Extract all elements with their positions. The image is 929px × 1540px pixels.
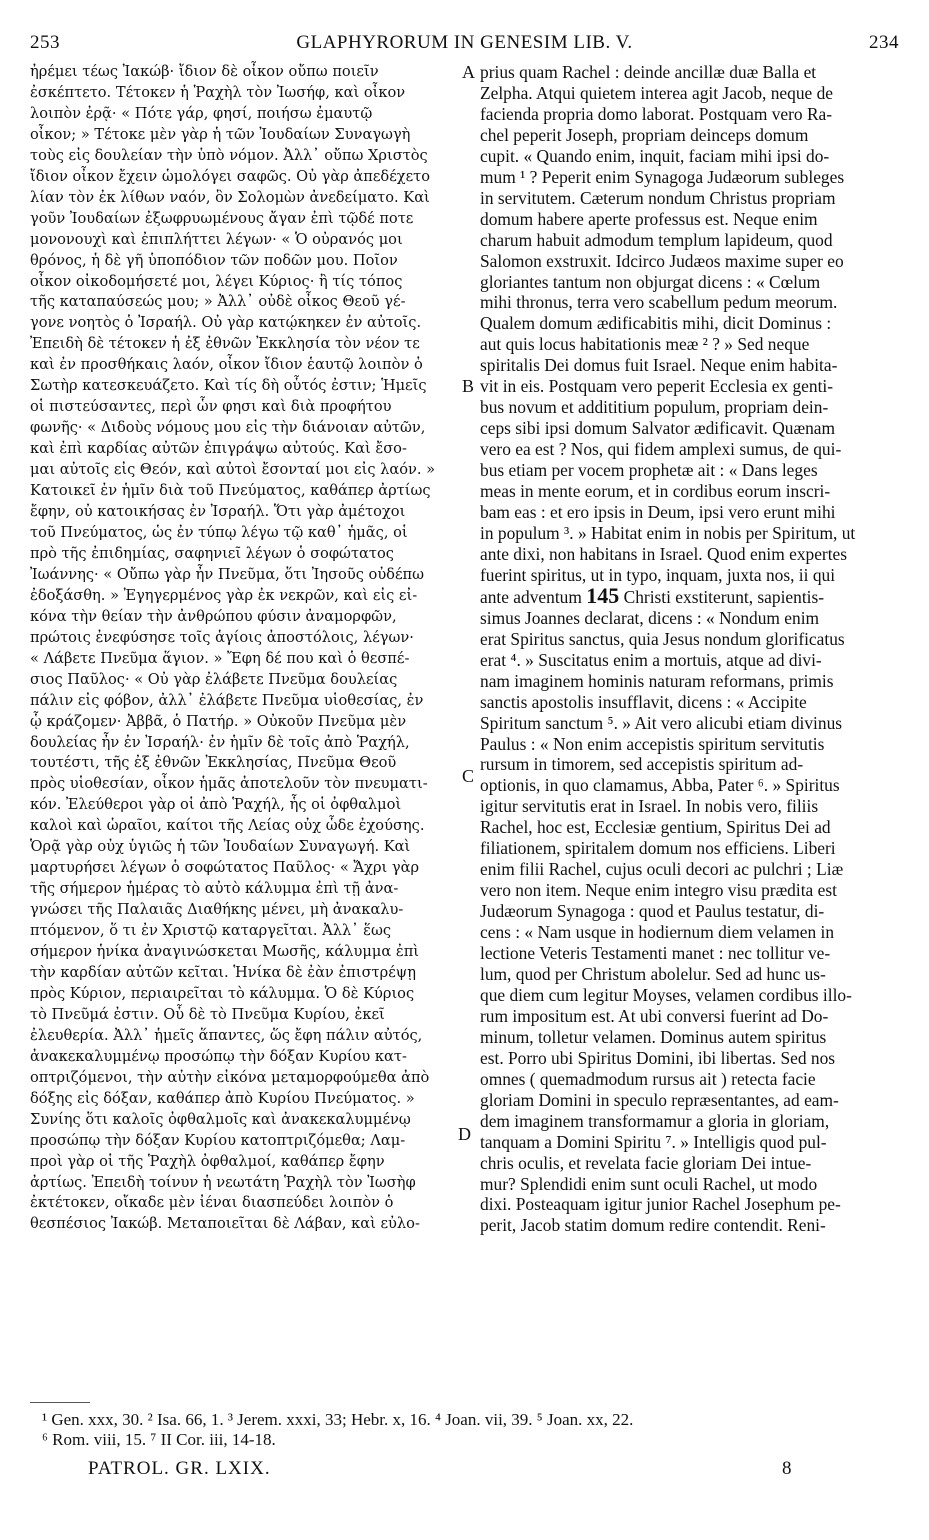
- greek-line: προὶ γὰρ οἱ τῆς Ῥαχὴλ ὀφθαλμοί, καθάπερ ἔφην: [30, 1152, 385, 1170]
- latin-line: vero ea est ? Nos, qui fidem amplexi sumus, de qui-: [480, 439, 842, 460]
- latin-line: fuerint spiritus, ut in typo, inquam, juxta nos, ii qui: [480, 564, 836, 585]
- greek-line: καλοὶ καὶ ὡραῖοι, καίτοι τῆς Λείας οὐχ ὧδε ἐχούσης.: [30, 817, 425, 835]
- greek-line: τῆς καταπαύσεώς μου; » Ἀλλ᾽ οὐδὲ οἶκος Θεοῦ γέ-: [30, 293, 406, 311]
- latin-line: chel peperit Joseph, propriam deinceps domum: [480, 124, 809, 145]
- greek-line: οἱ πιστεύσαντες, περὶ ὧν φησι καὶ διὰ προφήτου: [30, 398, 392, 416]
- greek-column: [30, 62, 460, 1235]
- page-number-left: 253: [30, 32, 60, 53]
- greek-line: Σωτὴρ κατεσκευάζετο. Καὶ τίς δὴ οὗτός ἐστιν; Ἡμεῖς: [30, 377, 427, 395]
- latin-line: vit in eis. Postquam vero peperit Ecclesia ex genti-: [480, 376, 834, 397]
- greek-line: τῆς σήμερον ἡμέρας τὸ αὐτὸ κάλυμμα ἐπὶ τῇ ἀνα-: [30, 880, 399, 898]
- greek-line: κόνα τὴν θείαν τὴν ἀνθρώπου φύσιν ἀναμορφῶν,: [30, 607, 397, 625]
- greek-line: ᾧ κράζομεν· Ἀββᾶ, ὁ Πατήρ. » Οὐκοῦν Πνεῦμα μὲν: [30, 712, 407, 730]
- latin-line: optionis, in quo clamamus, Abba, Pater ⁶. » Spiritus: [480, 775, 840, 796]
- greek-line: ἐδοξάσθη. » Ἐγηγερμένος γὰρ ἐκ νεκρῶν, καὶ εἰς εἰ-: [30, 586, 418, 604]
- latin-line: ante dixi, non habitans in Israel. Quod enim expertes: [480, 543, 848, 564]
- gathering-number: 8: [782, 1458, 792, 1479]
- margin-letter-a: A: [462, 62, 475, 82]
- greek-line: θρόνος, ἡ δὲ γῆ ὑποπόδιον τῶν ποδῶν μου. Ποῖον: [30, 251, 398, 269]
- greek-line: οἶκον οἰκοδομήσετέ μοι, λέγει Κύριος· ἢ τίς τόπος: [30, 272, 403, 290]
- latin-line: Salomon exstruxit. Idcirco Judæos maxime super eo: [480, 250, 844, 271]
- latin-line: dem imaginem transformamur a gloria in gloriam,: [480, 1110, 830, 1131]
- page-footer: [30, 1458, 899, 1486]
- greek-line: γοῦν Ἰουδαίων ἐξωφρυωμένους ἄγαν ἐπὶ τῷδέ ποτε: [30, 209, 414, 227]
- latin-line: Rachel, hoc est, Ecclesiæ gentium, Spiritus Dei ad: [480, 817, 831, 838]
- latin-line: bam eas : et ero ipsis in Deum, ipsi vero erunt mihi: [480, 502, 836, 523]
- greek-line: πρὸς υἱοθεσίαν, οἶκον ἡμᾶς ἀποτελοῦν τὸν πνευματι-: [30, 775, 428, 793]
- greek-line: Ἐπειδὴ δὲ τέτοκεν ἡ ἐξ ἐθνῶν Ἐκκλησία τὸν νέον τε: [30, 335, 420, 353]
- greek-line: Κατοικεῖ ἐν ἡμῖν διὰ τοῦ Πνεύματος, καθάπερ ἀρτίως: [30, 482, 431, 500]
- latin-line: omnes ( quemadmodum rursus ait ) retecta facie: [480, 1068, 816, 1089]
- page-number-right: 234: [869, 32, 899, 53]
- latin-line: dixi. Posteaquam igitur junior Rachel Josephum pe-: [480, 1194, 841, 1215]
- latin-line: mum ¹ ? Peperit enim Synagoga Judæorum subleges: [480, 166, 845, 187]
- greek-line: ἠρέμει τέως Ἰακώβ· ἴδιον δὲ οἶκον οὔπω ποιεῖν: [30, 63, 379, 80]
- latin-line: tanquam a Domini Spiritu ⁷. » Intelligis quod pul-: [480, 1131, 827, 1152]
- footnotes: [42, 1410, 902, 1450]
- margin-letter-b: B: [462, 376, 475, 396]
- greek-line: γνώσει τῆς Παλαιᾶς Διαθήκης μένει, μὴ ἀνακαλυ-: [30, 901, 404, 919]
- footnote-rule: [30, 1402, 90, 1403]
- greek-line: ἐκτέτοκεν, οἴκαδε μὲν ἰέναι διασπεύδει λοιπὸν ὁ: [30, 1194, 394, 1212]
- latin-line: sanctis apostolis insufflavit, dicens : « Accipite: [480, 691, 807, 712]
- migne-column-number: 145: [586, 582, 620, 608]
- greek-line: Ὁρᾷ γὰρ οὐχ ὑγιῶς ἡ τῶν Ἰουδαίων Συναγωγή. Καὶ: [30, 838, 411, 856]
- latin-line: filiationem, spiritalem domum nos efficiens. Liberi: [480, 838, 836, 859]
- latin-line: rum impositum est. At ubi conversi fuerint ad Do-: [480, 1005, 829, 1026]
- greek-line: καὶ ἐπὶ καρδίας αὐτῶν ἐπιγράψω αὐτούς. Καὶ ἔσο-: [30, 440, 407, 458]
- greek-line: πρώτοις ἐνεφύσησε τοῖς ἁγίοις ἀποστόλοις, λέγων·: [30, 628, 414, 646]
- latin-line: rursum in timorem, sed accepistis spiritum ad-: [480, 754, 804, 775]
- latin-line-start: ante adventum: [480, 586, 582, 607]
- latin-line: in servitutem. Cæterum nondum Christus propriam: [480, 187, 836, 208]
- greek-line: τὸ Πνεῦμά ἐστιν. Οὗ δὲ τὸ Πνεῦμα Κυρίου, ἐκεῖ: [30, 1005, 385, 1023]
- greek-line: Συνίης ὅτι καλοῖς ὀφθαλμοῖς καὶ ἀνακεκαλυμμένῳ: [30, 1110, 411, 1128]
- latin-column: [480, 62, 898, 1236]
- greek-line: οπτριζόμενοι, τὴν αὐτὴν εἰκόνα μεταμορφούμεθα ἀπὸ: [30, 1068, 430, 1086]
- greek-line: σήμερον ἡνίκα ἀναγινώσκεται Μωσῆς, κάλυμμα ἐπὶ: [30, 943, 420, 961]
- margin-letter-d: D: [458, 1124, 471, 1144]
- greek-line: καὶ ἐν προσθήκαις λαόν, οἶκον ἴδιον ἑαυτῷ λοιπὸν ὁ: [30, 356, 423, 374]
- latin-line: cupit. « Quando enim, inquit, faciam mihi ipsi do-: [480, 145, 830, 166]
- footnote-line: ⁶ Rom. viii, 15. ⁷ II Cor. iii, 14-18.: [42, 1430, 276, 1449]
- greek-line: φωνῆς· « Διδοὺς νόμους μου εἰς τὴν διάνοιαν αὐτῶν,: [30, 419, 426, 437]
- latin-line: mur? Splendidi enim sunt oculi Rachel, ut modo: [480, 1173, 818, 1194]
- running-title: GLAPHYRORUM IN GENESIM LIB. V.: [296, 32, 633, 53]
- greek-line: πρὸς Κύριον, περιαιρεῖται τὸ κάλυμμα. Ὁ δὲ Κύριος: [30, 984, 415, 1002]
- greek-line: λοιπὸν ἐρᾷ· « Πότε γάρ, φησί, ποιήσω ἐμαυτῷ: [30, 104, 373, 122]
- latin-line: bus novum et addititium populum, propriam dein-: [480, 397, 829, 418]
- greek-line: ἔφην, οὐ κατοικήσας ἐν Ἰσραήλ. Ὅτι γὰρ ἀμέτοχοι: [30, 503, 406, 521]
- latin-line: est. Porro ubi Spiritus Domini, ibi libertas. Sed nos: [480, 1047, 836, 1068]
- latin-line: spiritalis Dei domus fuit Israel. Neque enim habita-: [480, 355, 838, 376]
- greek-line: δουλείας ἦν ἐν Ἰσραήλ· ἐν ἡμῖν δὲ τοῖς ἀπὸ Ῥαχήλ,: [30, 733, 410, 751]
- greek-line: ἀνακεκαλυμμένῳ προσώπῳ τὴν δόξαν Κυρίου κατ-: [30, 1047, 407, 1065]
- latin-line: facienda propria domo laborat. Postquam vero Ra-: [480, 103, 833, 124]
- latin-line: lectione Veteris Testamenti manet : nec tollitur ve-: [480, 943, 831, 964]
- greek-line: Ἰωάννης· « Οὔπω γὰρ ἦν Πνεῦμα, ὅτι Ἰησοῦς οὐδέπω: [30, 565, 425, 583]
- latin-line: cens : « Nam usque in hodiernum diem velamen in: [480, 922, 835, 943]
- greek-line: μαρτυρήσει λέγων ὁ σοφώτατος Παῦλος· « Ἄχρι γὰρ: [30, 859, 420, 877]
- greek-line: δόξης εἰς δόξαν, καθάπερ ἀπὸ Κυρίου Πνεύματος. »: [30, 1089, 415, 1107]
- greek-line: πτόμενον, ὅ τι ἐν Χριστῷ καταργεῖται. Ἀλλ᾽ ἕως: [30, 922, 392, 940]
- greek-line: θεσπέσιος Ἰακώβ. Μεταποιεῖται δὲ Λάβαν, καὶ εὐλο-: [30, 1215, 420, 1233]
- latin-line: vero non item. Neque enim integro visu prædita est: [480, 880, 837, 901]
- latin-line-rest: Christi exstiterunt, sapientis-: [623, 586, 825, 607]
- latin-line: que diem cum legitur Moyses, velamen cordibus illo-: [480, 984, 852, 1005]
- latin-line: erat Spiritus sanctus, quia Jesus nondum glorificatus: [480, 628, 845, 649]
- greek-line: πάλιν εἰς φόβον, ἀλλ᾽ ἐλάβετε Πνεῦμα υἱοθεσίας, ἐν: [30, 691, 424, 709]
- latin-line: domum habere aperte professus est. Neque enim: [480, 208, 818, 229]
- latin-line: Spiritum sanctum ⁵. » Ait vero alicubi etiam divinus: [480, 712, 843, 733]
- latin-line: Zelpha. Atqui quietem interea agit Jacob, neque de: [480, 82, 834, 103]
- greek-line: γονε νοητὸς ὁ Ἰσραήλ. Οὐ γὰρ κατῴκηκεν ἐν αὐτοῖς.: [30, 314, 422, 332]
- greek-line: « Λάβετε Πνεῦμα ἅγιον. » Ἔφη δέ που καὶ ὁ θεσπέ-: [30, 649, 410, 667]
- latin-line: erat ⁴. » Suscitatus enim a mortuis, atque ad divi-: [480, 649, 822, 670]
- running-header: [30, 32, 899, 60]
- latin-line: prius quam Rachel : deinde ancillæ duæ Balla et: [480, 62, 817, 82]
- greek-line: πρὸ τῆς ἐπιδημίας, σαφηνιεῖ λέγων ὁ σοφώτατος: [30, 544, 394, 562]
- greek-line: μαι αὐτοῖς εἰς Θεόν, καὶ αὐτοὶ ἔσονταί μοι εἰς λαόν. »: [30, 461, 436, 479]
- latin-line: Paulus : « Non enim accepistis spiritum servitutis: [480, 733, 825, 754]
- latin-line: gloriam Domini in speculo repræsentantes, ad eam-: [480, 1089, 839, 1110]
- latin-line: mihi thronus, terra vero scabellum pedum meorum.: [480, 292, 838, 313]
- latin-line: igitur servitutis erat in Israel. In nobis vero, filiis: [480, 796, 819, 817]
- latin-line: simus Joannes declarat, dicens : « Nondum enim: [480, 607, 820, 628]
- latin-line: charum habuit admodum templum lapideum, quod: [480, 229, 833, 250]
- greek-line: τοὺς εἰς δουλείαν τὴν ὑπὸ νόμον. Ἀλλ᾽ οὔπω Χριστὸς: [30, 146, 428, 164]
- latin-line: Qualem domum ædificabitis mihi, dicit Dominus :: [480, 313, 832, 334]
- volume-signature: PATROL. GR. LXIX.: [88, 1458, 271, 1479]
- greek-line: σιος Παῦλος· « Οὐ γὰρ ἐλάβετε Πνεῦμα δουλείας: [30, 670, 398, 688]
- greek-line: τοῦ Πνεύματος, ὡς ἐν τύπῳ λέγω τῷ καθ᾽ ἡμᾶς, οἱ: [30, 523, 408, 541]
- latin-line: aut quis locus habitationis meæ ² ? » Sed neque: [480, 334, 810, 355]
- greek-line: ἀρτίως. Ἐπειδὴ τοίνυν ἡ νεωτάτη Ῥαχὴλ τὸν Ἰωσὴφ: [30, 1173, 416, 1191]
- latin-line: minum, tolletur velamen. Dominus autem spiritus: [480, 1026, 827, 1047]
- greek-line: κόν. Ἐλεύθεροι γὰρ οἱ ἀπὸ Ῥαχήλ, ἧς οἱ ὀφθαλμοὶ: [30, 796, 402, 814]
- greek-line: τουτέστι, τῆς ἐξ ἐθνῶν Ἐκκλησίας, Πνεῦμα Θεοῦ: [30, 754, 397, 772]
- latin-line: in populum ³. » Habitat enim in nobis per Spiritum, ut: [480, 522, 856, 543]
- latin-line: perit, Jacob statim domum redire contendit. Reni-: [480, 1215, 826, 1236]
- latin-line: enim filii Rachel, cujus oculi decori ac pulchri ; Liæ: [480, 859, 844, 880]
- margin-letter-c: C: [462, 766, 475, 786]
- latin-line: ceps sibi ipsi domum Salvator ædificavit. Quænam: [480, 418, 836, 439]
- greek-line: λίαν τὸν ἐκ λίθων ναόν, ὃν Σολομὼν ἀνεδείματο. Καὶ: [30, 188, 430, 206]
- latin-line: bus etiam per vocem prophetæ ait : « Dans leges: [480, 460, 818, 481]
- latin-line: meas in mente eorum, et in cordibus eorum inscri-: [480, 481, 831, 502]
- latin-line: chris oculis, et revelata facie gloriam Dei intue-: [480, 1152, 812, 1173]
- latin-line: nam imaginem hominis naturam reformans, primis: [480, 670, 834, 691]
- greek-line: οἶκον; » Τέτοκε μὲν γὰρ ἡ τῶν Ἰουδαίων Συναγωγὴ: [30, 125, 411, 143]
- greek-line: μονονουχὶ καὶ ἐπιπλήττει λέγων· « Ὁ οὐρανός μοι: [30, 230, 403, 248]
- greek-line: ἐλευθερία. Ἀλλ᾽ ἡμεῖς ἅπαντες, ὥς ἔφη πάλιν αὐτός,: [30, 1026, 423, 1044]
- latin-line: [480, 582, 898, 608]
- footnote-line: ¹ Gen. xxx, 30. ² Isa. 66, 1. ³ Jerem. xxxi, 33; Hebr. x, 16. ⁴ Joan. vii, 39. ⁵ Joan. xx, 22.: [42, 1410, 634, 1429]
- latin-line: Judæorum Synagoga : quod et Paulus testatur, di-: [480, 901, 825, 922]
- latin-line: gloriantes tantum non objurgat dicens : « Cœlum: [480, 271, 821, 292]
- greek-line: ἴδιον οἶκον ἔχειν ὡμολόγει σαφῶς. Οὐ γὰρ ἀπεδέχετο: [30, 167, 431, 185]
- latin-line: lum, quod per Christum abolelur. Sed ad hunc us-: [480, 963, 826, 984]
- greek-line: τὴν καρδίαν αὐτῶν κεῖται. Ἡνίκα δὲ ἐὰν ἐπιστρέψῃ: [30, 963, 416, 981]
- greek-line: ἐσκέπτετο. Τέτοκεν ἡ Ῥαχὴλ τὸν Ἰωσήφ, καὶ οἶκον: [30, 83, 406, 101]
- greek-line: προσώπῳ τὴν δόξαν Κυρίου κατοπτριζόμεθα; Λαμ-: [30, 1131, 406, 1149]
